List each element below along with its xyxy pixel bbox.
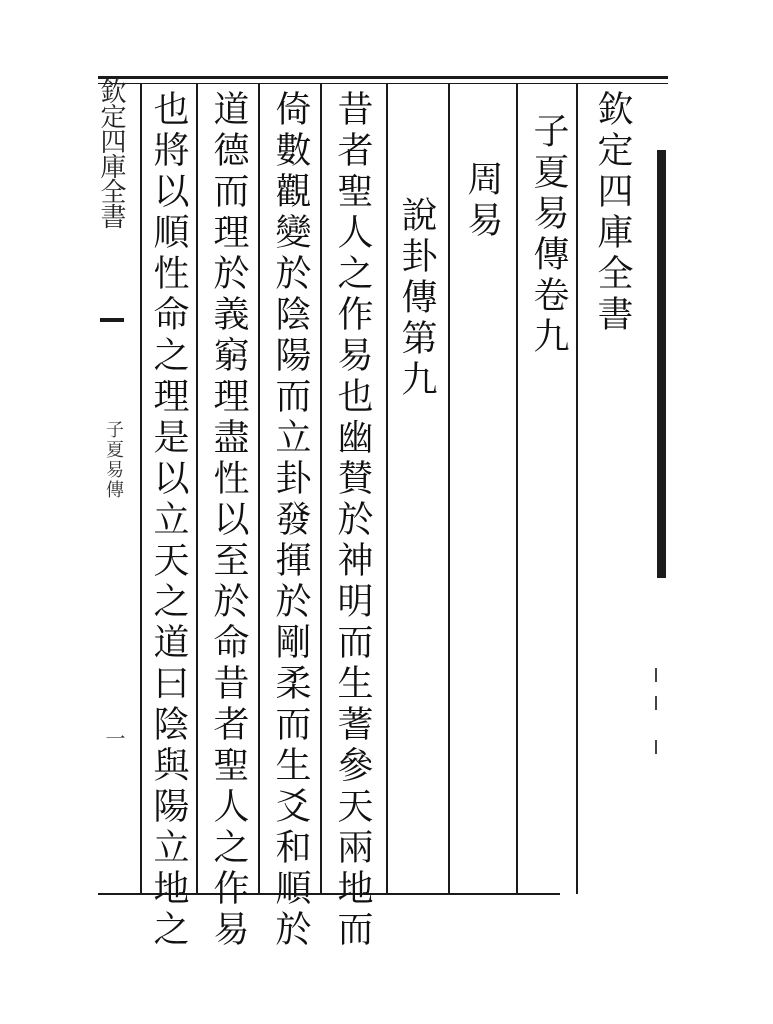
- text-line-2: 倚數觀變於陰陽而立卦發揮於剛柔而生爻和順於: [270, 90, 311, 951]
- gutter-fishtail-mark: [100, 318, 124, 322]
- column-rule: [258, 84, 260, 894]
- gutter-folio-number: 一: [102, 728, 126, 748]
- edge-bookmark-bar: [657, 150, 666, 578]
- text-line-3: 道德而理於義窮理盡性以至於命昔者聖人之作易: [208, 90, 249, 951]
- edge-tick-mark: [655, 668, 657, 682]
- section-heading: 周易: [462, 160, 503, 242]
- gutter-subtitle: 子夏易傳: [103, 420, 124, 500]
- header-title: 欽定四庫全書: [592, 90, 633, 336]
- text-line-1: 昔者聖人之作易也幽賛於神明而生蓍參天兩地而: [332, 90, 373, 951]
- top-border-thin-rule: [98, 83, 668, 84]
- edge-tick-mark: [655, 696, 657, 710]
- column-rule: [196, 84, 198, 894]
- top-border-rule: [98, 76, 668, 79]
- text-line-4: 也將以順性命之理是以立天之道曰陰與陽立地之: [148, 90, 189, 951]
- gutter-title: 欽定四庫全書: [96, 78, 126, 228]
- book-title: 子夏易傳卷九: [528, 112, 569, 358]
- column-rule: [386, 84, 388, 894]
- column-rule: [140, 84, 142, 894]
- edge-tick-mark: [655, 740, 657, 754]
- column-rule: [576, 84, 578, 894]
- column-rule: [448, 84, 450, 894]
- column-rule: [516, 84, 518, 894]
- column-rule: [320, 84, 322, 894]
- chapter-heading: 說卦傳第九: [396, 196, 437, 401]
